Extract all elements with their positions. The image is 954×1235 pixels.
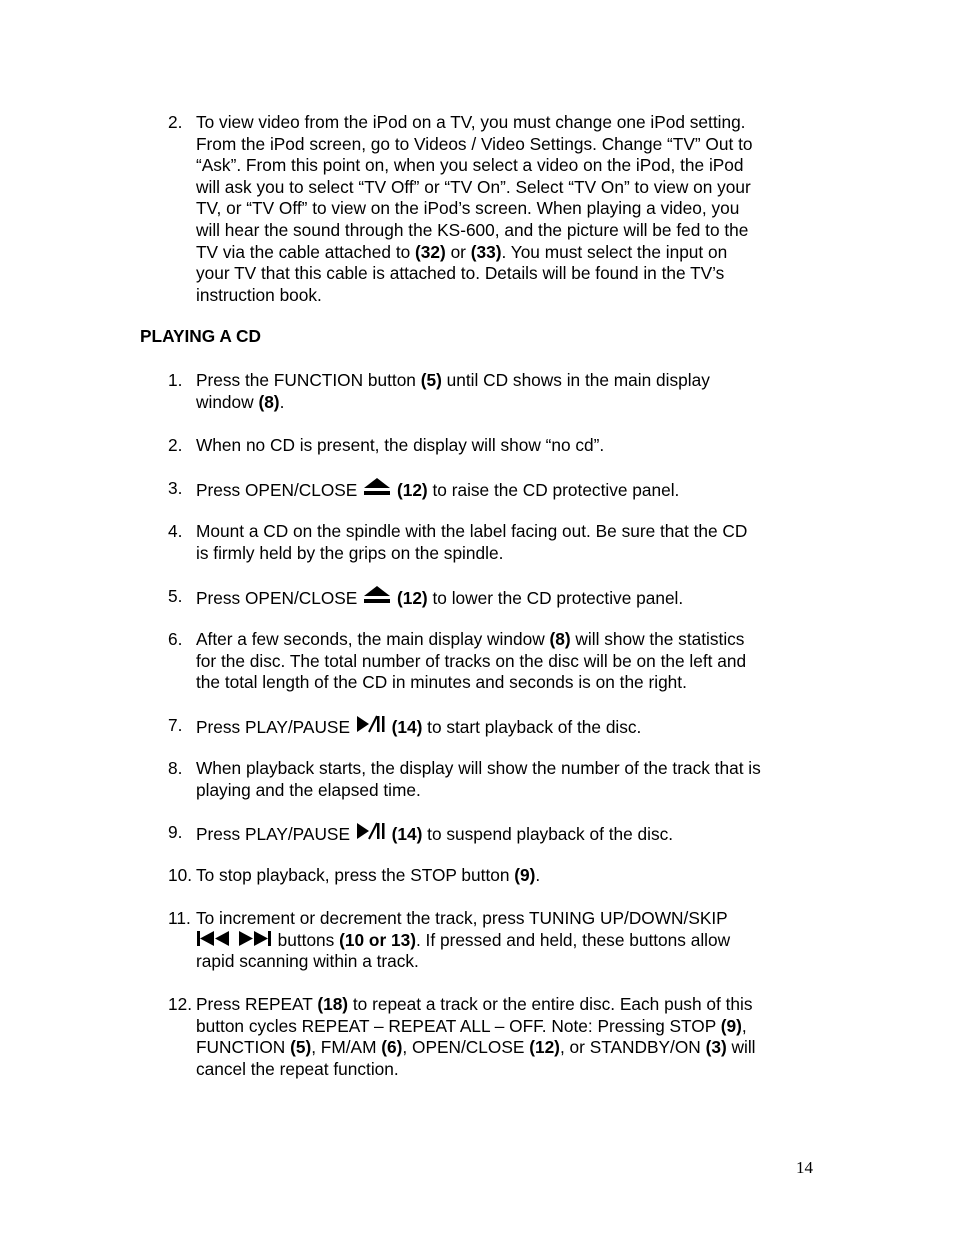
step-number: 2. [168,435,183,455]
step-9 [168,822,828,846]
step-number: 8. [168,758,183,778]
step-text: Press the FUNCTION button (5) until CD shows in the main display window (8). [196,370,710,412]
instruction-item [168,112,828,306]
step-12 [168,994,828,1080]
step-6 [168,629,828,694]
section-heading: PLAYING A CD [140,326,261,346]
step-text: Press PLAY/PAUSE (14) to start playback of the disc. [196,717,642,737]
step-8 [168,758,828,801]
step-text: Press REPEAT (18) to repeat a track or the entire disc. Each push of this button cycles REPEAT – REPEAT ALL – OFF. Note: Pressing STOP (9), FUNCTION (5), FM/AM (6), OPEN/CLOSE (12), or STANDBY/ON (3) will cancel the repeat function. [196,994,756,1079]
step-text: To stop playback, press the STOP button (9). [196,865,541,885]
step-3 [168,478,828,502]
step-number: 3. [168,478,183,498]
step-text: Press OPEN/CLOSE (12) to raise the CD protective panel. [196,480,680,500]
step-number: 12. [168,994,193,1014]
step-number: 4. [168,521,183,541]
step-2 [168,435,828,457]
step-text: Press PLAY/PAUSE (14) to suspend playback of the disc. [196,824,674,844]
step-number: 5. [168,586,183,606]
play-pause-icon [355,715,387,733]
eject-icon [362,586,392,604]
step-text: Mount a CD on the spindle with the label facing out. Be sure that the CD is firmly held by the grips on the spindle. [196,521,748,563]
step-5 [168,586,828,610]
step-number: 10. [168,865,193,885]
step-number: 6. [168,629,183,649]
step-text: When playback starts, the display will show the number of the track that is playing and the elapsed time. [196,758,761,800]
step-1 [168,370,828,413]
step-4 [168,521,828,564]
skip-back-icon [196,931,232,946]
step-7 [168,715,828,739]
step-number: 9. [168,822,183,842]
item-number: 2. [168,112,183,132]
eject-icon [362,478,392,496]
item-text: To view video from the iPod on a TV, you must change one iPod setting. From the iPod screen, go to Videos / Video Settings. Change “TV” Out to “Ask”. From this point on, when you select a video on the iPod, the iPod will ask you to select “TV Off” or “TV On”. Select “TV On” to view on your TV, or “TV Off” to view on the iPod’s screen. When playing a video, you will hear the sound through the KS-600, and the picture will be fed to the TV via the cable attached to (32) or (33). You must select the input on your TV that this cable is attached to. Details will be found in the TV’s instruction book. [196,112,753,305]
step-10 [168,865,828,887]
step-number: 7. [168,715,183,735]
step-11 [168,908,828,973]
step-number: 1. [168,370,183,390]
step-text: To increment or decrement the track, press TUNING UP/DOWN/SKIP buttons (10 or 13). If pressed and held, these buttons allow rapid scanning within a track. [196,908,731,972]
step-text: Press OPEN/CLOSE (12) to lower the CD protective panel. [196,588,684,608]
skip-forward-icon [237,931,273,946]
step-text: When no CD is present, the display will show “no cd”. [196,435,605,455]
step-number: 11. [168,908,191,928]
play-pause-icon [355,822,387,840]
page-number: 14 [796,1158,813,1177]
step-text: After a few seconds, the main display window (8) will show the statistics for the disc. The total number of tracks on the disc will be on the left and the total length of the CD in minutes and seconds is on the right. [196,629,747,693]
